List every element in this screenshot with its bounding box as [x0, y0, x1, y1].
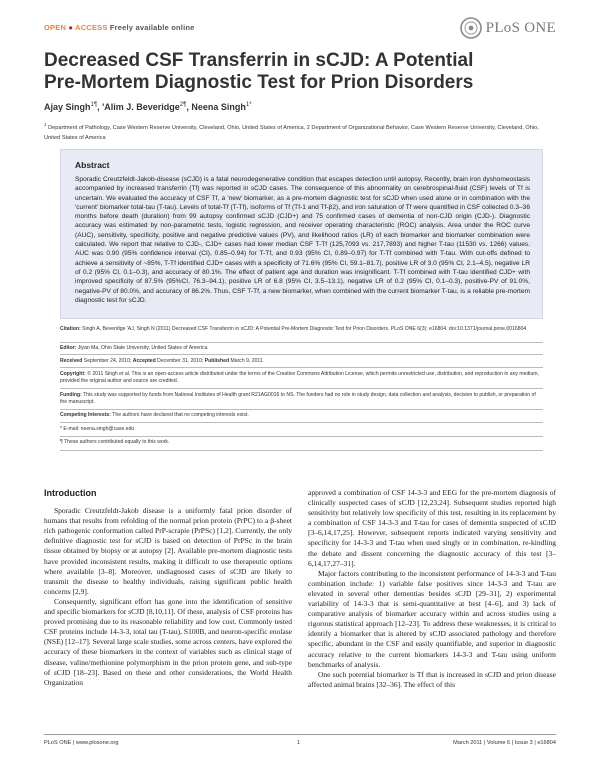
received-label: Received [60, 358, 83, 364]
funding-label: Funding: [60, 392, 82, 398]
citation-block [60, 326, 543, 333]
received-date: September 24, 2010; [83, 358, 132, 364]
dates-block [60, 358, 543, 365]
equal-contribution-block [60, 439, 543, 446]
footer-journal: PLoS ONE | www.plosone.org [44, 740, 119, 746]
abstract-heading: Abstract [75, 160, 110, 170]
article-title [44, 50, 556, 94]
accepted-label: Accepted [132, 358, 156, 364]
oa-suffix: Freely available online [109, 23, 195, 32]
citation-label: Citation: [60, 326, 81, 332]
accepted-date: December 31, 2010; [157, 358, 204, 364]
body-paragraph: Consequently, significant effort has gone into the identification of sensitive and specific biomarkers for sCJD [8,10,11]. Of these, analysis of CSF proteins has proved promising due to its reasonable reliability and low cost. Commonly tested CSF proteins include 14-3-3, total tau (T-tau), S100B, and neuron-specific enolase (NSE) [12–17]. Several large scale studies, some across centers, have explored the accuracy of these biomarkers in the context of variables such as clinical stage of disease, valine/methionine polymorphism in the prion protein gene, and sub-type of sCJD [18–23]. Based on these and other considerations, the World Health Organization [44, 596, 292, 687]
author-list: Ajay Singh$^{1\P}$, 'Alim J. Beveridge$^{2\P}$, Neena Singh$^{1*}$ [44, 102, 252, 112]
author-marks: 1* [245, 102, 252, 108]
published-date: March 9, 2011 [230, 358, 263, 364]
divider [60, 409, 543, 410]
editor-text: Jiyan Ma, Ohio State University, United States of America [77, 345, 208, 351]
footer-divider [44, 734, 556, 735]
body-paragraph: Major factors contributing to the inconsistent performance of 14-3-3 and T-tau combination include: 1) variable false positives since 14-3-3 and T-tau are elevated in several other dementias besides sCJD [29–31], 2) experimental variability of 14-3-3 that is semi-quantitative at best [4–6], and 3) lack of comparative analysis of biomarker accuracy within and across studies using a rigorous statistical approach [12–23]. To address these weaknesses, it is critical to identify a biomarker that is altered by sCJD associated pathology and therefore specific, abundant in the CSF and easily quantifiable, and superior in diagnostic accuracy relative to the current biomarkers 14-3-3 and T-tau using uniform benchmarks of analysis. [308, 568, 556, 669]
editor-block [60, 345, 543, 352]
equal-contribution-text: ¶ These authors contributed equally to this work. [60, 439, 170, 445]
open-access-badge [44, 23, 195, 32]
copyright-label: Copyright: [60, 371, 86, 377]
abstract-text: Sporadic Creutzfeldt-Jakob-disease (sCJD) is a fatal neurodegenerative condition that escapes detection until autopsy. Recently, brain iron dyshomeostasis accompanied by increased transferrin (Tf) was reported in sCJD cases. The consequence of this abnormality on cerebrospinal-fluid (CSF) levels of Tf is uncertain. We evaluated the accuracy of CSF Tf, a 'new' biomarker, as a pre-mortem diagnostic test for sCJD when used alone or in combination with the 'current' biomarker total-tau (T-tau). Levels of total-Tf (T-Tf), isoforms of Tf (Tf-1 and Tf-β2), and iron saturation of Tf were quantified in CSF collected 0.3–36 months before death (duration) from 99 autopsy confirmed sCJD (CJD+) and 75 confirmed cases of dementia of non-CJD origin (CJD-). Diagnostic accuracy was estimated by non-parametric tests, logistic regression, and receiver operating characteristic (ROC) analysis. Area under the ROC curve (AUC), sensitivity, specificity, positive and negative predictive values (PV), and likelihood ratios (LR) of each biomarker and biomarker combination were calculated. We report that relative to CJD-, CJD+ cases had lower median CSF T-Tf (125,7093 vs. 217,7893) and higher T-tau (11530 vs. 1266) values. AUC was 0.90 (95% confidence interval (CI), 0.85–0.94) for T-Tf, and 0.93 (95% CI, 0.89–0.97) for T-Tf combined with T-tau. With cut-offs defined to achieve a sensitivity of ~85%, T-Tf identified CJD+ cases with a specificity of 71.6% (95% CI, 59.1–81.7), positive LR of 3.0 (95% CI, 2.1–4.5), negative LR of 0.2 (95% CI, 0.1–0.3), and accuracy of 80.1%. The effect of patient age and duration was insignificant. T-Tf combined with T-tau identified CJD+ with improved specificity of 87.5% (95%CI, 76.3–94.1), positive LR of 6.8 (95% CI, 3.5–13.1), negative LR of 0.2 (95% CI, 0.1–0.3), positive-PV of 91.0%, negative-PV of 80.0%, and accuracy of 86.2%. Thus, CSF T-Tf, a new biomarker, when combined with the current biomarker T-tau, is a reliable pre-mortem diagnostic test for sCJD. [75, 176, 530, 304]
oa-prefix: OPEN [44, 23, 67, 32]
competing-interests-block [60, 412, 543, 419]
funding-block [60, 392, 543, 407]
divider [60, 354, 543, 355]
copyright-block [60, 371, 543, 386]
copyright-text: © 2011 Singh et al. This is an open-access article distributed under the terms of the Creative Commons Attribution License, which permits unrestricted use, distribution, and reproduction in any medium, provided the original author and source are credited. [60, 371, 539, 385]
footer-page-number: 1 [297, 740, 301, 746]
author-name: Neena Singh [191, 102, 246, 112]
author-marks: 1¶ [90, 102, 98, 108]
body-column-right [308, 488, 556, 690]
email-block [60, 426, 543, 433]
divider [60, 422, 543, 423]
divider [60, 388, 543, 389]
oa-access: ACCESS [75, 23, 108, 32]
journal-logo-text: PLoS ONE [485, 19, 556, 36]
plos-logo-icon [459, 16, 483, 40]
body-column-left [44, 488, 292, 688]
journal-logo [459, 16, 556, 40]
author-marks: 2¶ [179, 102, 187, 108]
author-prefix-mark: ' [102, 102, 105, 112]
editor-label: Editor: [60, 345, 77, 351]
divider [60, 342, 543, 343]
citation-text: Singh A, Beveridge 'AJ, Singh N (2011) Decreased CSF Transferrin in sCJD: A Potential Pre-Mortem Diagnostic Test for Prion Disorders. PLoS ONE 6(3): e16804. doi:10.1371/journal.pone.0016804 [82, 326, 527, 332]
introduction-heading: Introduction [44, 488, 97, 498]
author-name: Alim J. Beveridge [104, 102, 180, 112]
body-paragraph: approved a combination of CSF 14-3-3 and EEG for the pre-mortem diagnosis of clinically suspected cases of sCJD [12,23,24]. Subsequent studies reported high sensitivity but relatively low specificity of this test, resulting in its replacement by a combination of CSF 14-3-3 and T-tau for cases of dementia suspected of sCJD [3–6,14,17,25]. However, subsequent reports indicated varying sensitivity and specificity for 14-3-3 and T-tau when used singly or in combination, re-kindling the debate and dissent concerning the diagnostic accuracy of this test [3–6,14,17,27–31]. [308, 488, 556, 568]
body-paragraph: Sporadic Creutzfeldt-Jakob disease is a uniformly fatal prion disorder of humans that results from refolding of the normal prion protein (PrPC) to a β-sheet rich pathogenic conformation called PrP-scrapie (PrPSc) [1,2]. Currently, the only definitive diagnostic test for sCJD is based on detection of PrPSc in the brain tissue obtained by biopsy or at autopsy [2]. Available pre-mortem diagnostic tests have provided inconsistent results, making it difficult to use therapeutic options where available [3–8]. Moreover, undiagnosed cases of sCJD are likely to transmit the disease to healthy individuals, raising significant public health concerns [2,9]. [44, 506, 292, 596]
divider [60, 450, 543, 451]
competing-label: Competing Interests: [60, 412, 111, 418]
divider [60, 436, 543, 437]
affiliations-text: Department of Pathology, Case Western Reserve University, Cleveland, Ohio, United States of America, 2 Department of Organizational Behavior, Case Western Reserve University, Cleveland, Ohio, United States of America [44, 124, 539, 141]
email-text: * E-mail: neena.singh@case.edu [60, 426, 135, 432]
funding-text: This study was supported by funds from National Institutes of Health grant R21AG0016 to NS. The funders had no role in study design, data collection and analysis, decision to publish, or preparation of the manuscript. [60, 392, 536, 406]
title-line-1: Decreased CSF Transferrin in sCJD: A Potential [44, 50, 474, 71]
abstract-box [60, 149, 543, 319]
title-line-2: Pre-Mortem Diagnostic Test for Prion Disorders [44, 72, 474, 93]
header-bar [44, 20, 556, 42]
footer-issue-info: March 2011 | Volume 6 | Issue 3 | e16804 [453, 740, 556, 746]
divider [60, 367, 543, 368]
body-paragraph: One such potential biomarker is Tf that is increased in sCJD and prion disease affected animal brains [32–36]. The effect of this [308, 669, 556, 689]
affiliations [44, 120, 556, 143]
open-access-lock-icon: ● [68, 23, 74, 32]
affiliation-number: 1 [44, 122, 47, 127]
published-label: Published [204, 358, 230, 364]
author-name: Ajay Singh [44, 102, 91, 112]
competing-text: The authors have declared that no competing interests exist. [112, 412, 249, 418]
